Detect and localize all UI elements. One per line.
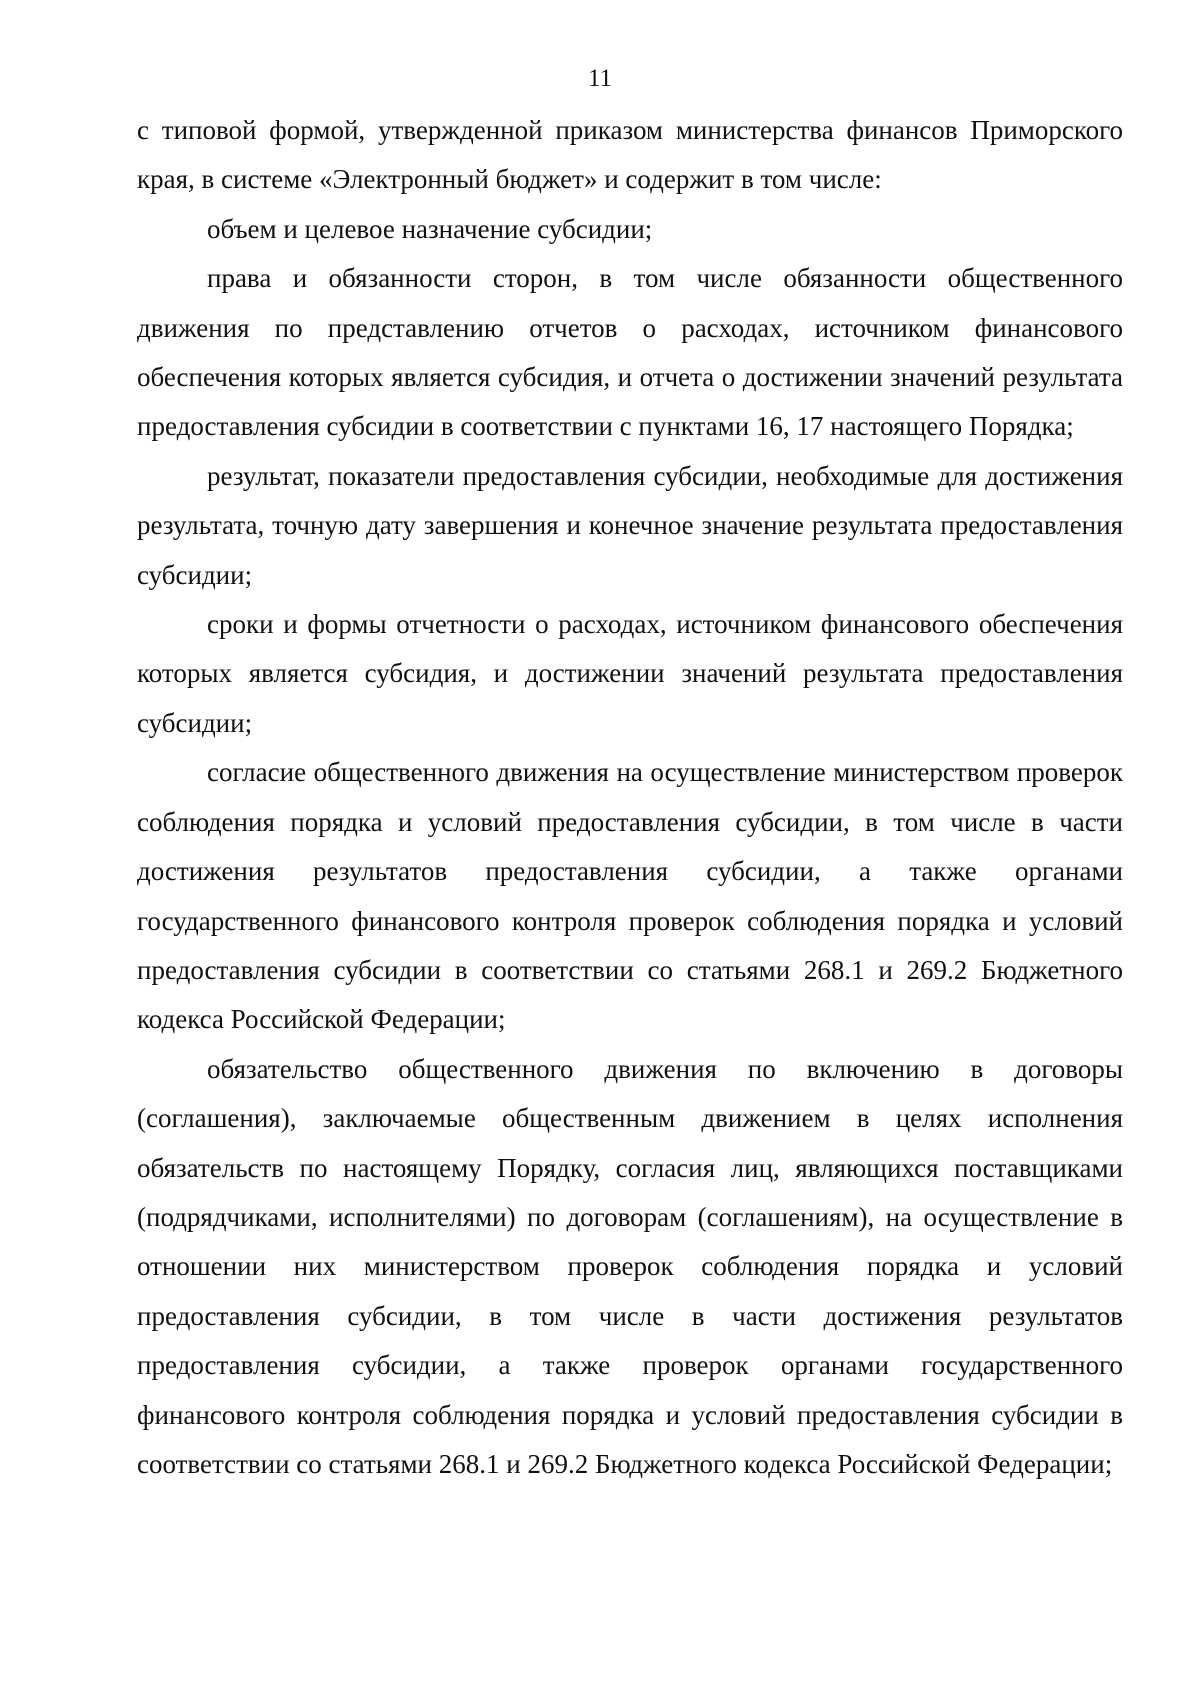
paragraph-continuation: с типовой формой, утвержденной приказом министерства финансов Приморского края, в системе «Электронный бюджет» и содержит в том числе: [137,115,1123,195]
paragraph-consent-checks: согласие общественного движения на осуществление министерством проверок соблюдения порядка и условий предоставления субсидии, в том числе в части достижения результатов предоставления субсидии, а также органами государственного финансового контроля проверок соблюдения порядка и условий предоставления субсидии в соответствии со статьями 268.1 и 269.2 Бюджетного кодекса Российской Федерации; [137,757,1123,1035]
document-body [137,106,1123,1489]
paragraph-rights-obligations: права и обязанности сторон, в том числе обязанности общественного движения по представлению отчетов о расходах, источником финансового обеспечения которых является субсидия, и отчета о достижении значений результата предоставления субсидии в соответствии с пунктами 16, 17 настоящего Порядка; [137,263,1123,442]
paragraph-reporting-terms: сроки и формы отчетности о расходах, источником финансового обеспечения которых является субсидия, и достижении значений результата предоставления субсидии; [137,609,1123,738]
paragraph-subsidy-volume: объем и целевое назначение субсидии; [207,213,653,244]
page-number: 11 [587,65,613,92]
paragraph-result-indicators: результат, показатели предоставления субсидии, необходимые для достижения результата, точную дату завершения и конечное значение результата предоставления субсидии; [137,460,1123,590]
paragraph-contract-obligation: обязательство общественного движения по включению в договоры (соглашения), заключаемые общественным движением в целях исполнения обязательств по настоящему Порядку, согласия лиц, являющихся поставщиками (подрядчиками, исполнителями) по договорам (соглашениям), на осуществление в отношении них министерством проверок соблюдения порядка и условий предоставления субсидии, в том числе в части достижения результатов предоставления субсидии, а также проверок органами государственного финансового контроля соблюдения порядка и условий предоставления субсидии в соответствии со статьями 268.1 и 269.2 Бюджетного кодекса Российской Федерации; [137,1053,1123,1479]
